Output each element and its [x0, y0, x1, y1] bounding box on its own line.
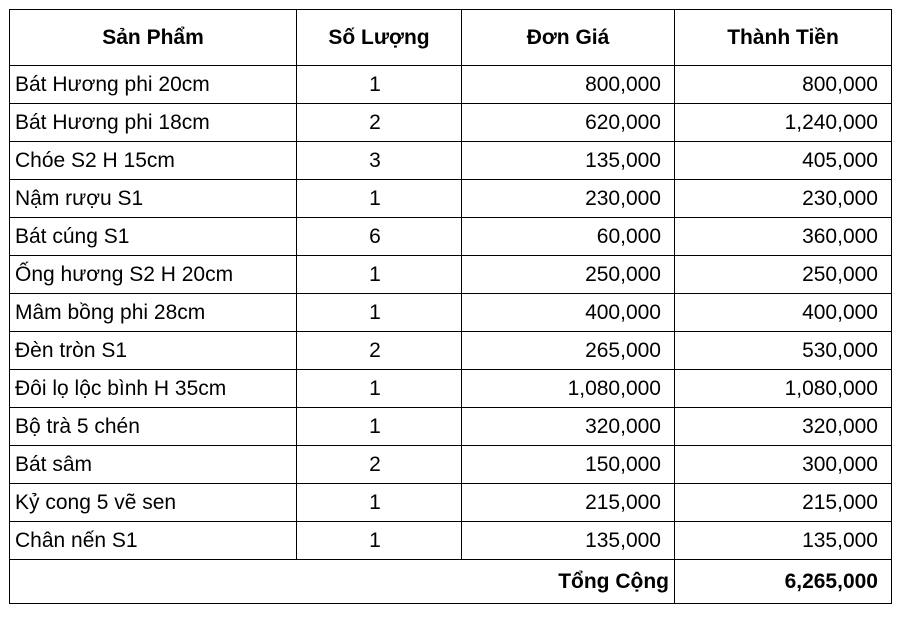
cell-product: Bộ trà 5 chén	[10, 408, 297, 446]
total-value: 6,265,000	[675, 560, 892, 604]
table-row	[10, 66, 892, 104]
table-row	[10, 256, 892, 294]
cell-amount: 230,000	[675, 180, 892, 218]
cell-quantity: 2	[297, 446, 462, 484]
cell-product: Chân nến S1	[10, 522, 297, 560]
cell-amount: 300,000	[675, 446, 892, 484]
header-amount: Thành Tiền	[675, 10, 892, 66]
cell-quantity: 1	[297, 484, 462, 522]
cell-product: Bát Hương phi 20cm	[10, 66, 297, 104]
table-row	[10, 104, 892, 142]
cell-quantity: 1	[297, 256, 462, 294]
cell-quantity: 1	[297, 294, 462, 332]
table-row	[10, 218, 892, 256]
cell-unit-price: 265,000	[462, 332, 675, 370]
cell-amount: 360,000	[675, 218, 892, 256]
cell-unit-price: 800,000	[462, 66, 675, 104]
cell-quantity: 6	[297, 218, 462, 256]
cell-amount: 1,080,000	[675, 370, 892, 408]
cell-product: Bát Hương phi 18cm	[10, 104, 297, 142]
table-row	[10, 522, 892, 560]
table-row	[10, 332, 892, 370]
cell-unit-price: 60,000	[462, 218, 675, 256]
cell-unit-price: 215,000	[462, 484, 675, 522]
cell-amount: 530,000	[675, 332, 892, 370]
cell-product: Bát sâm	[10, 446, 297, 484]
cell-unit-price: 320,000	[462, 408, 675, 446]
cell-quantity: 1	[297, 66, 462, 104]
table-row	[10, 180, 892, 218]
cell-product: Ống hương S2 H 20cm	[10, 256, 297, 294]
table-header	[10, 10, 892, 66]
cell-product: Mâm bồng phi 28cm	[10, 294, 297, 332]
cell-amount: 320,000	[675, 408, 892, 446]
table-row	[10, 294, 892, 332]
cell-product: Nậm rượu S1	[10, 180, 297, 218]
total-label: Tổng Cộng	[10, 560, 675, 604]
cell-unit-price: 135,000	[462, 522, 675, 560]
cell-quantity: 2	[297, 332, 462, 370]
cell-product: Chóe S2 H 15cm	[10, 142, 297, 180]
cell-unit-price: 1,080,000	[462, 370, 675, 408]
table-row	[10, 408, 892, 446]
cell-amount: 135,000	[675, 522, 892, 560]
table-row	[10, 446, 892, 484]
header-unit-price: Đơn Giá	[462, 10, 675, 66]
cell-product: Đèn tròn S1	[10, 332, 297, 370]
table-footer	[10, 560, 892, 604]
cell-unit-price: 400,000	[462, 294, 675, 332]
table-row	[10, 484, 892, 522]
header-quantity: Số Lượng	[297, 10, 462, 66]
cell-quantity: 3	[297, 142, 462, 180]
cell-unit-price: 150,000	[462, 446, 675, 484]
cell-unit-price: 230,000	[462, 180, 675, 218]
cell-product: Bát cúng S1	[10, 218, 297, 256]
cell-quantity: 1	[297, 370, 462, 408]
table-row	[10, 370, 892, 408]
cell-product: Kỷ cong 5 vẽ sen	[10, 484, 297, 522]
header-product: Sản Phẩm	[10, 10, 297, 66]
cell-amount: 400,000	[675, 294, 892, 332]
cell-amount: 405,000	[675, 142, 892, 180]
cell-unit-price: 250,000	[462, 256, 675, 294]
cell-unit-price: 620,000	[462, 104, 675, 142]
cell-quantity: 1	[297, 180, 462, 218]
cell-amount: 250,000	[675, 256, 892, 294]
table-body	[10, 66, 892, 560]
cell-product: Đôi lọ lộc bình H 35cm	[10, 370, 297, 408]
cell-amount: 1,240,000	[675, 104, 892, 142]
cell-quantity: 2	[297, 104, 462, 142]
cell-amount: 215,000	[675, 484, 892, 522]
header-row	[10, 10, 892, 66]
table-row	[10, 142, 892, 180]
invoice-table	[9, 9, 892, 604]
cell-quantity: 1	[297, 408, 462, 446]
cell-amount: 800,000	[675, 66, 892, 104]
cell-unit-price: 135,000	[462, 142, 675, 180]
total-row	[10, 560, 892, 604]
cell-quantity: 1	[297, 522, 462, 560]
